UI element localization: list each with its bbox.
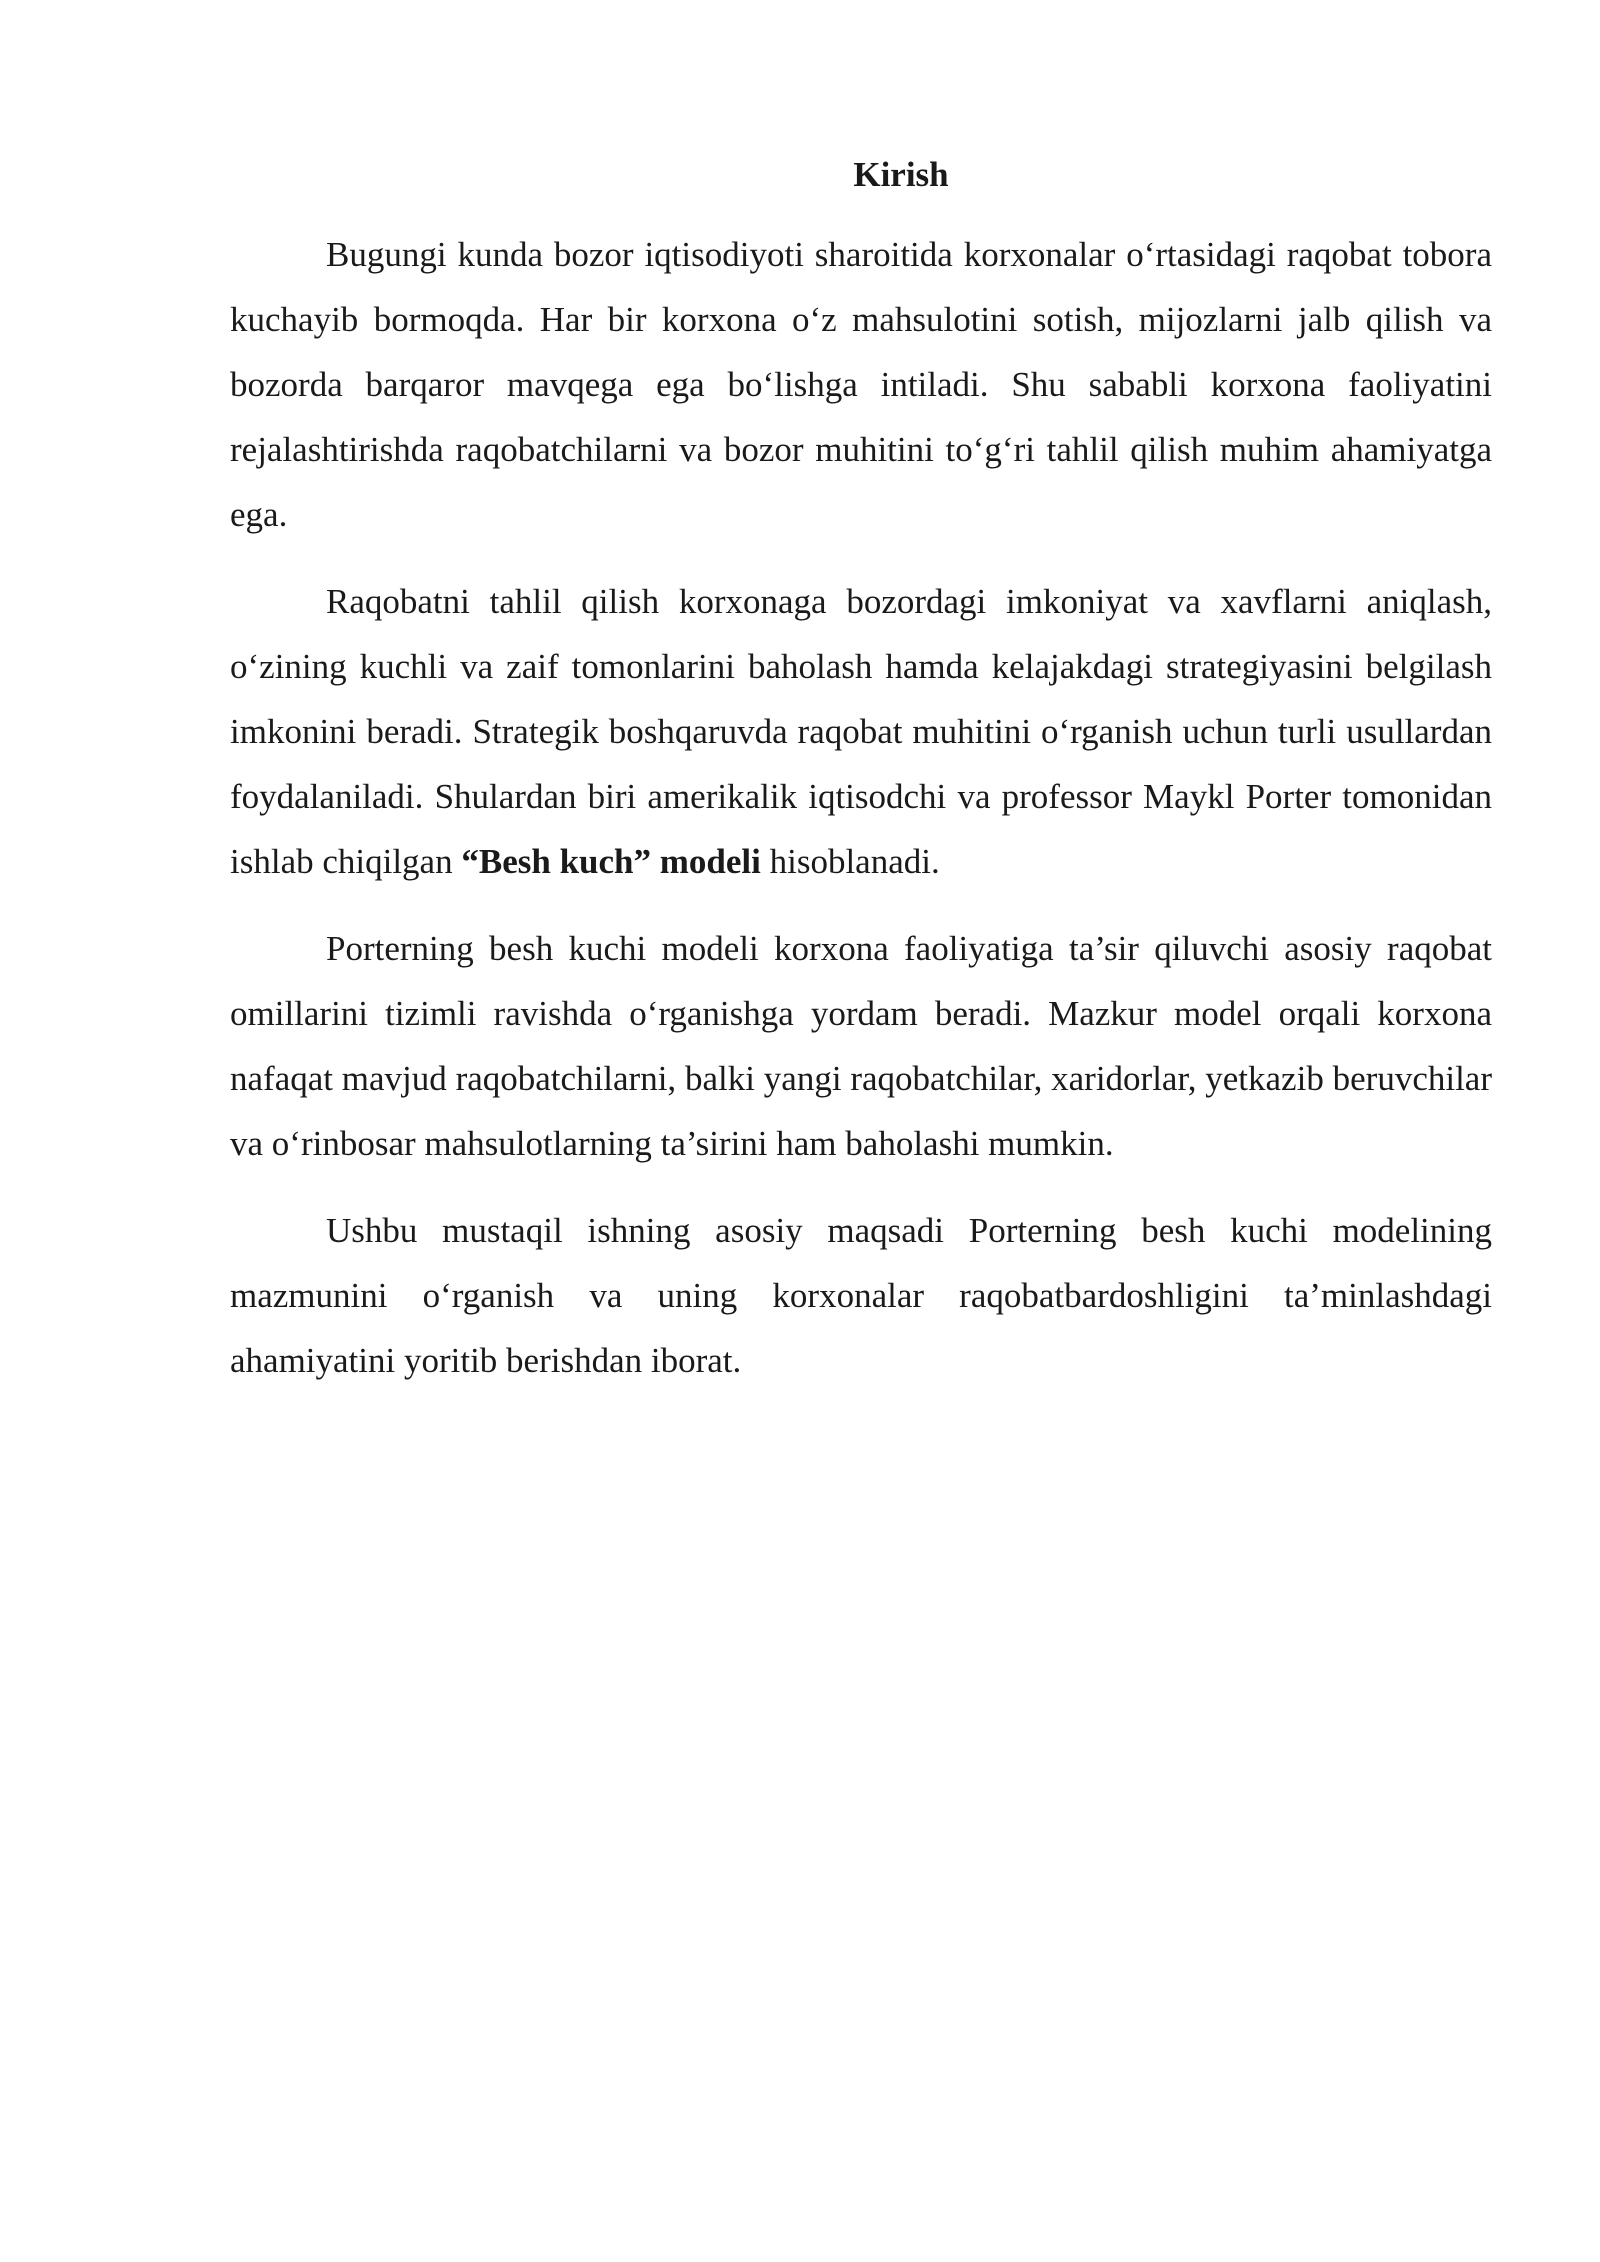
paragraph-3: Porterning besh kuchi modeli korxona faoliyatiga ta’sir qiluvchi asosiy raqobat omillarini tizimli ravishda o‘rganishga yordam beradi. Mazkur model orqali korxona nafaqat mavjud raqobatchilarni, balki yangi raqobatchilar, xaridorlar, yetkazib beruvchilar va o‘rinbosar mahsulotlarning ta’sirini ham baholashi mumkin. xyxy=(230,929,1492,1163)
paragraph-2-text-before: Raqobatni tahlil qilish korxonaga bozordagi imkoniyat va xavflarni aniqlash, o‘zining kuchli va zaif tomonlarini baholash hamda kelajakdagi strategiyasini belgilash imkonini beradi. Strategik boshqaruvda raqobat muhitini o‘rganish uchun turli usullardan foydalaniladi. Shulardan biri amerikalik iqtisodchi va professor Maykl Porter tomonidan ishlab chiqilgan xyxy=(230,582,1492,881)
paragraph-1: Bugungi kunda bozor iqtisodiyoti sharoitida korxonalar o‘rtasidagi raqobat tobora kuchayib bormoqda. Har bir korxona o‘z mahsulotini sotish, mijozlarni jalb qilish va bozorda barqaror mavqega ega bo‘lishga intiladi. Shu sababli korxona faoliyatini rejalashtirishda raqobatchilarni va bozor muhitini to‘g‘ri tahlil qilish muhim ahamiyatga ega. xyxy=(230,235,1492,534)
model-name-bold: “Besh kuch” modeli xyxy=(461,842,761,881)
paragraph-2-text-after: hisoblanadi. xyxy=(760,842,940,881)
paragraph-2 xyxy=(230,569,1492,894)
document-body xyxy=(230,150,1492,1415)
page-title: Kirish xyxy=(853,155,949,194)
paragraph-4: Ushbu mustaqil ishning asosiy maqsadi Porterning besh kuchi modelining mazmunini o‘rganish va uning korxonalar raqobatbardoshligini ta’minlashdagi ahamiyatini yoritib berishdan iborat. xyxy=(230,1211,1492,1380)
